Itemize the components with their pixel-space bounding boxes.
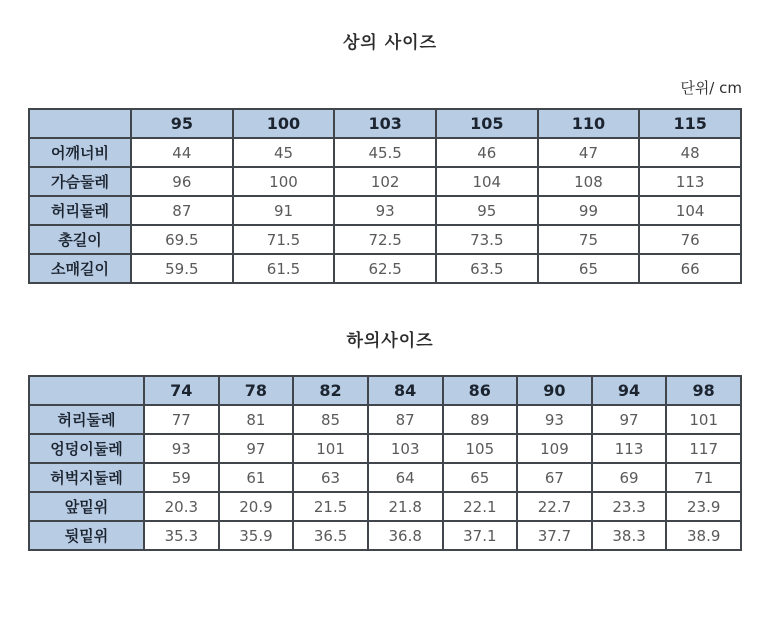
table-cell: 21.8 <box>368 492 443 521</box>
table-cell: 67 <box>517 463 592 492</box>
table-cell: 75 <box>538 225 640 254</box>
table-cell: 38.9 <box>666 521 741 550</box>
col-header: 115 <box>639 109 741 138</box>
table-cell: 35.3 <box>144 521 219 550</box>
table-cell: 61.5 <box>233 254 335 283</box>
table-cell: 97 <box>219 434 294 463</box>
table-cell: 100 <box>233 167 335 196</box>
table-cell: 36.5 <box>293 521 368 550</box>
row-label: 소매길이 <box>29 254 131 283</box>
col-header: 86 <box>443 376 518 405</box>
table-cell: 45 <box>233 138 335 167</box>
col-header: 103 <box>334 109 436 138</box>
table-cell: 104 <box>639 196 741 225</box>
table-cell: 20.9 <box>219 492 294 521</box>
table-cell: 64 <box>368 463 443 492</box>
col-header: 98 <box>666 376 741 405</box>
table-cell: 21.5 <box>293 492 368 521</box>
table-row <box>29 492 741 521</box>
table-cell: 93 <box>334 196 436 225</box>
table-cell: 113 <box>592 434 667 463</box>
row-label: 가슴둘레 <box>29 167 131 196</box>
table-cell: 113 <box>639 167 741 196</box>
table-cell: 117 <box>666 434 741 463</box>
table-cell: 22.7 <box>517 492 592 521</box>
table-cell: 44 <box>131 138 233 167</box>
table-cell: 38.3 <box>592 521 667 550</box>
row-label: 허리둘레 <box>29 196 131 225</box>
table-cell: 72.5 <box>334 225 436 254</box>
table-cell: 63 <box>293 463 368 492</box>
table-cell: 77 <box>144 405 219 434</box>
row-label: 총길이 <box>29 225 131 254</box>
table-cell: 95 <box>436 196 538 225</box>
row-label: 허리둘레 <box>29 405 144 434</box>
table-cell: 97 <box>592 405 667 434</box>
table-cell: 20.3 <box>144 492 219 521</box>
col-header: 110 <box>538 109 640 138</box>
table-cell: 59.5 <box>131 254 233 283</box>
bottom-size-table <box>28 375 742 551</box>
col-header: 95 <box>131 109 233 138</box>
col-header: 78 <box>219 376 294 405</box>
col-header: 94 <box>592 376 667 405</box>
table-row <box>29 405 741 434</box>
table-cell: 37.1 <box>443 521 518 550</box>
table-cell: 65 <box>443 463 518 492</box>
col-header: 84 <box>368 376 443 405</box>
table-cell: 22.1 <box>443 492 518 521</box>
table-cell: 93 <box>517 405 592 434</box>
table-cell: 85 <box>293 405 368 434</box>
table-cell: 71.5 <box>233 225 335 254</box>
table-cell: 37.7 <box>517 521 592 550</box>
row-label: 앞밑위 <box>29 492 144 521</box>
corner-cell <box>29 376 144 405</box>
table-row <box>29 167 741 196</box>
table-cell: 89 <box>443 405 518 434</box>
col-header: 74 <box>144 376 219 405</box>
table-row <box>29 138 741 167</box>
table-cell: 71 <box>666 463 741 492</box>
table-cell: 93 <box>144 434 219 463</box>
table-row <box>29 225 741 254</box>
table-cell: 108 <box>538 167 640 196</box>
table-cell: 103 <box>368 434 443 463</box>
table-cell: 73.5 <box>436 225 538 254</box>
table-cell: 48 <box>639 138 741 167</box>
table-cell: 102 <box>334 167 436 196</box>
table-row <box>29 463 741 492</box>
table-row <box>29 521 741 550</box>
col-header: 90 <box>517 376 592 405</box>
table-cell: 99 <box>538 196 640 225</box>
table-cell: 105 <box>443 434 518 463</box>
table-header-row <box>29 376 741 405</box>
table-cell: 87 <box>368 405 443 434</box>
row-label: 허벅지둘레 <box>29 463 144 492</box>
table-cell: 65 <box>538 254 640 283</box>
table-row <box>29 434 741 463</box>
col-header: 105 <box>436 109 538 138</box>
table-cell: 35.9 <box>219 521 294 550</box>
row-label: 어깨너비 <box>29 138 131 167</box>
table-cell: 69 <box>592 463 667 492</box>
table-cell: 23.9 <box>666 492 741 521</box>
table-cell: 101 <box>666 405 741 434</box>
table-cell: 62.5 <box>334 254 436 283</box>
table-cell: 104 <box>436 167 538 196</box>
col-header: 100 <box>233 109 335 138</box>
table-cell: 46 <box>436 138 538 167</box>
corner-cell <box>29 109 131 138</box>
table-cell: 81 <box>219 405 294 434</box>
row-label: 엉덩이둘레 <box>29 434 144 463</box>
table-cell: 66 <box>639 254 741 283</box>
table-cell: 59 <box>144 463 219 492</box>
table-cell: 69.5 <box>131 225 233 254</box>
row-label: 뒷밑위 <box>29 521 144 550</box>
top-size-table <box>28 108 742 284</box>
table-row <box>29 196 741 225</box>
table-cell: 101 <box>293 434 368 463</box>
table-cell: 96 <box>131 167 233 196</box>
table-row <box>29 254 741 283</box>
table-cell: 109 <box>517 434 592 463</box>
top-size-table-title: 상의 사이즈 <box>342 33 438 53</box>
table-cell: 61 <box>219 463 294 492</box>
table-cell: 23.3 <box>592 492 667 521</box>
table-cell: 45.5 <box>334 138 436 167</box>
col-header: 82 <box>293 376 368 405</box>
unit-label: 단위/ cm <box>680 79 742 97</box>
table-cell: 47 <box>538 138 640 167</box>
table-cell: 36.8 <box>368 521 443 550</box>
table-cell: 87 <box>131 196 233 225</box>
table-cell: 63.5 <box>436 254 538 283</box>
table-cell: 91 <box>233 196 335 225</box>
bottom-size-table-title: 하의사이즈 <box>346 331 434 351</box>
table-cell: 76 <box>639 225 741 254</box>
table-header-row <box>29 109 741 138</box>
